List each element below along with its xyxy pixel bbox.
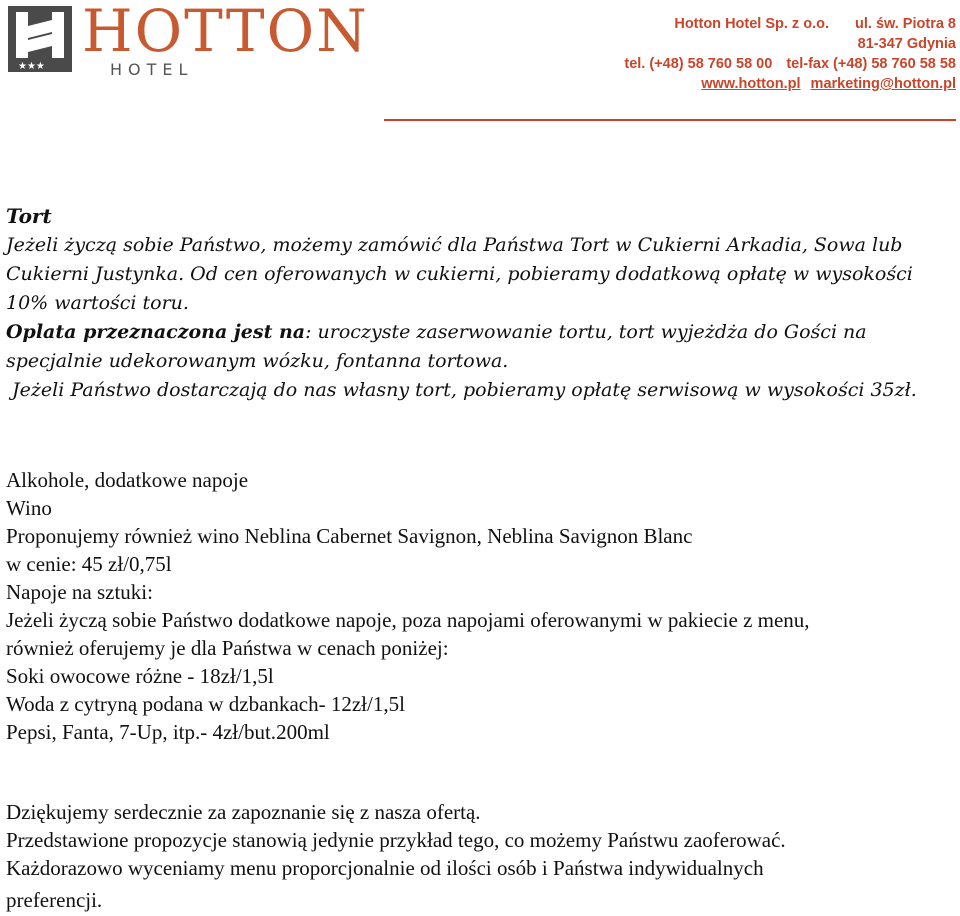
tort-purpose-text: : uroczyste zaserwowanie tortu, tort wyjeżdża do Gości na <box>305 321 867 343</box>
links-line <box>624 74 956 94</box>
tort-title: Tort <box>6 204 52 228</box>
fax-number: tel-fax (+48) 58 760 58 58 <box>786 56 956 72</box>
drinks-title: Alkohole, dodatkowe napoje <box>6 468 249 492</box>
wine-price-label: w cenie: <box>6 552 82 576</box>
company-name: Hotton Hotel Sp. z o.o. <box>674 16 829 32</box>
hotel-logo <box>8 0 369 79</box>
thanks-heading: Dziękujemy serdecznie za zapoznanie się z nasza ofertą. <box>6 800 481 824</box>
tort-purpose-line <box>6 318 956 347</box>
tort-section <box>6 202 956 405</box>
juice-price-unit: zł/ <box>220 664 242 688</box>
own-cake-note: Jeżeli Państwo dostarczają do nas własny tort, pobieramy opłatę serwisową w wysokości 35zł. <box>6 379 917 401</box>
city-line: 81-347 Gdynia <box>857 36 956 52</box>
logo-subtitle: HOTEL <box>110 60 194 79</box>
street-address: ul. św. Piotra 8 <box>855 16 956 32</box>
website-link[interactable]: www.hotton.pl <box>701 76 801 92</box>
tort-text-line: Cukierni Justynka. Od cen oferowanych w cukierni, pobieramy dodatkową opłatę w wysokości <box>6 263 913 285</box>
water-price-unit: zł/ <box>351 692 373 716</box>
water-volume: 1,5l <box>372 692 405 716</box>
phone-number: tel. (+48) 58 760 58 00 <box>624 56 773 72</box>
closing-text: Przedstawione propozycje stanowią jedynie przykład tego, co możemy Państwu zaoferować. <box>6 828 786 852</box>
closing-text: preferencji. <box>6 888 103 912</box>
juice-volume: 1,5l <box>241 664 274 688</box>
hotel-logo-icon <box>8 6 72 72</box>
wine-offer: Proponujemy również wino Neblina Cabernet Savignon, Neblina Savignon Blanc <box>6 524 693 548</box>
juice-label: Soki owocowe różne - <box>6 664 200 688</box>
address-line <box>624 14 956 34</box>
water-price-line <box>6 690 956 718</box>
per-piece-title: Napoje na sztuki: <box>6 580 153 604</box>
wine-title: Wino <box>6 496 52 520</box>
closing-section <box>6 798 956 914</box>
tort-text-line: Jeżeli życzą sobie Państwo, możemy zamówić dla Państwa Tort w Cukierni Arkadia, Sowa lub <box>6 234 903 256</box>
phone-line <box>624 54 956 74</box>
soda-price-line <box>6 718 956 746</box>
drinks-section <box>6 466 956 746</box>
per-piece-text: Jeżeli życzą sobie Państwo dodatkowe napoje, poza napojami oferowanymi w pakiecie z menu, <box>6 608 810 632</box>
wine-price-line <box>6 550 956 578</box>
soda-label: Pepsi, Fanta, 7-Up, itp.- <box>6 720 213 744</box>
soda-price: 4zł/but. <box>212 720 277 744</box>
juice-price-line <box>6 662 956 690</box>
water-price: 12 <box>330 692 352 716</box>
water-label: Woda z cytryną podana w dzbankach- <box>6 692 331 716</box>
closing-text: Każdorazowo wyceniamy menu proporcjonalnie od ilości osób i Państwa indywidualnych <box>6 856 764 880</box>
tort-purpose-line: specjalnie udekorowanym wózku, fontanna tortowa. <box>6 350 509 372</box>
tort-purpose-label: Oplata przeznaczona jest na <box>6 321 306 343</box>
tort-text-line: 10% wartości toru. <box>6 292 189 314</box>
contact-block <box>624 14 956 94</box>
email-link[interactable]: marketing@hotton.pl <box>810 76 956 92</box>
svg-text:★★★: ★★★ <box>18 61 45 72</box>
juice-price: 18 <box>199 664 221 688</box>
soda-size: 200ml <box>276 720 330 744</box>
header-divider <box>384 119 956 121</box>
wine-price-value: 45 zł/0,75l <box>81 552 172 576</box>
logo-wordmark: HOTTON <box>82 0 369 65</box>
per-piece-text: również oferujemy je dla Państwa w cenach poniżej: <box>6 636 449 660</box>
